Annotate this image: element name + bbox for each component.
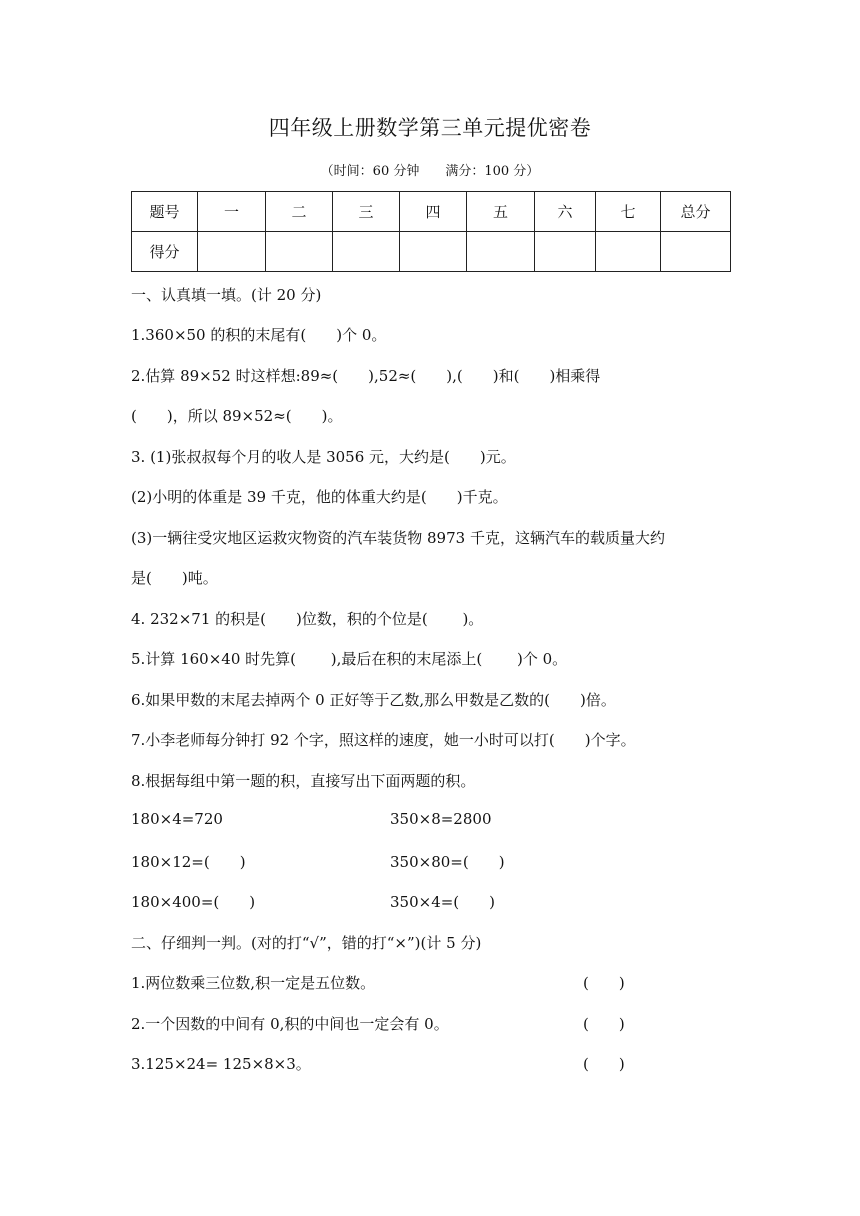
section1-heading: 一、认真填一填。(计 20 分) xyxy=(131,286,322,304)
question-7: 7.小李老师每分钟打 92 个字，照这样的速度，她一小时可以打( )个字。 xyxy=(131,731,636,749)
header-cell: 一 xyxy=(198,192,266,232)
calc-right-1: 350×8=2800 xyxy=(390,810,492,828)
header-cell: 四 xyxy=(400,192,467,232)
header-cell: 七 xyxy=(596,192,661,232)
question-1: 1.360×50 的积的末尾有( )个 0。 xyxy=(131,326,387,344)
score-cell[interactable] xyxy=(596,232,661,272)
calc-right-3: 350×4=( ) xyxy=(390,893,496,911)
score-table-header-row xyxy=(132,192,731,232)
exam-title: 四年级上册数学第三单元提优密卷 xyxy=(268,116,592,140)
calc-left-1: 180×4=720 xyxy=(131,810,223,828)
header-cell: 题号 xyxy=(132,192,198,232)
calc-right-2: 350×80=( ) xyxy=(390,853,505,871)
question-2-line-1: 2.估算 89×52 时这样想:89≈( ),52≈( ),( )和( )相乘得 xyxy=(131,367,601,385)
question-3-part-1: 3. (1)张叔叔每个月的收人是 3056 元，大约是( )元。 xyxy=(131,448,516,466)
judge-answer-2[interactable]: ( ) xyxy=(583,1015,625,1033)
score-cell[interactable] xyxy=(333,232,400,272)
header-cell: 总分 xyxy=(661,192,731,232)
score-table-score-row xyxy=(132,232,731,272)
score-cell[interactable] xyxy=(266,232,333,272)
header-cell: 三 xyxy=(333,192,400,232)
question-6: 6.如果甲数的末尾去掉两个 0 正好等于乙数,那么甲数是乙数的( )倍。 xyxy=(131,691,616,709)
header-cell: 六 xyxy=(535,192,596,232)
calc-left-2: 180×12=( ) xyxy=(131,853,246,871)
exam-subtitle xyxy=(0,160,860,179)
question-5: 5.计算 160×40 时先算( ),最后在积的末尾添上( )个 0。 xyxy=(131,650,568,668)
score-cell[interactable] xyxy=(535,232,596,272)
score-row-label: 得分 xyxy=(132,232,198,272)
header-cell: 五 xyxy=(467,192,535,232)
question-8: 8.根据每组中第一题的积，直接写出下面两题的积。 xyxy=(131,772,476,790)
question-3-part-3-cont: 是( )吨。 xyxy=(131,569,218,587)
full-score: 满分：100 分） xyxy=(445,164,540,179)
question-2-line-2: ( )，所以 89×52≈( )。 xyxy=(131,407,343,425)
judge-item-1: 1.两位数乘三位数,积一定是五位数。 xyxy=(131,974,376,992)
calc-left-3: 180×400=( ) xyxy=(131,893,256,911)
score-cell[interactable] xyxy=(467,232,535,272)
judge-answer-3[interactable]: ( ) xyxy=(583,1055,625,1073)
score-cell[interactable] xyxy=(661,232,731,272)
header-cell: 二 xyxy=(266,192,333,232)
judge-answer-1[interactable]: ( ) xyxy=(583,974,625,992)
score-cell[interactable] xyxy=(198,232,266,272)
score-table xyxy=(131,191,731,272)
question-3-part-3: (3)一辆往受灾地区运救灾物资的汽车装货物 8973 千克，这辆汽车的载质量大约 xyxy=(131,529,665,547)
judge-item-3: 3.125×24= 125×8×3。 xyxy=(131,1055,311,1073)
score-cell[interactable] xyxy=(400,232,467,272)
question-4: 4. 232×71 的积是( )位数，积的个位是( )。 xyxy=(131,610,484,628)
question-3-part-2: (2)小明的体重是 39 千克，他的体重大约是( )千克。 xyxy=(131,488,508,506)
section2-heading: 二、仔细判一判。(对的打“√”，错的打“×”)(计 5 分) xyxy=(131,934,482,952)
judge-item-2: 2.一个因数的中间有 0,积的中间也一定会有 0。 xyxy=(131,1015,449,1033)
time-limit: （时间：60 分钟 xyxy=(320,164,420,179)
